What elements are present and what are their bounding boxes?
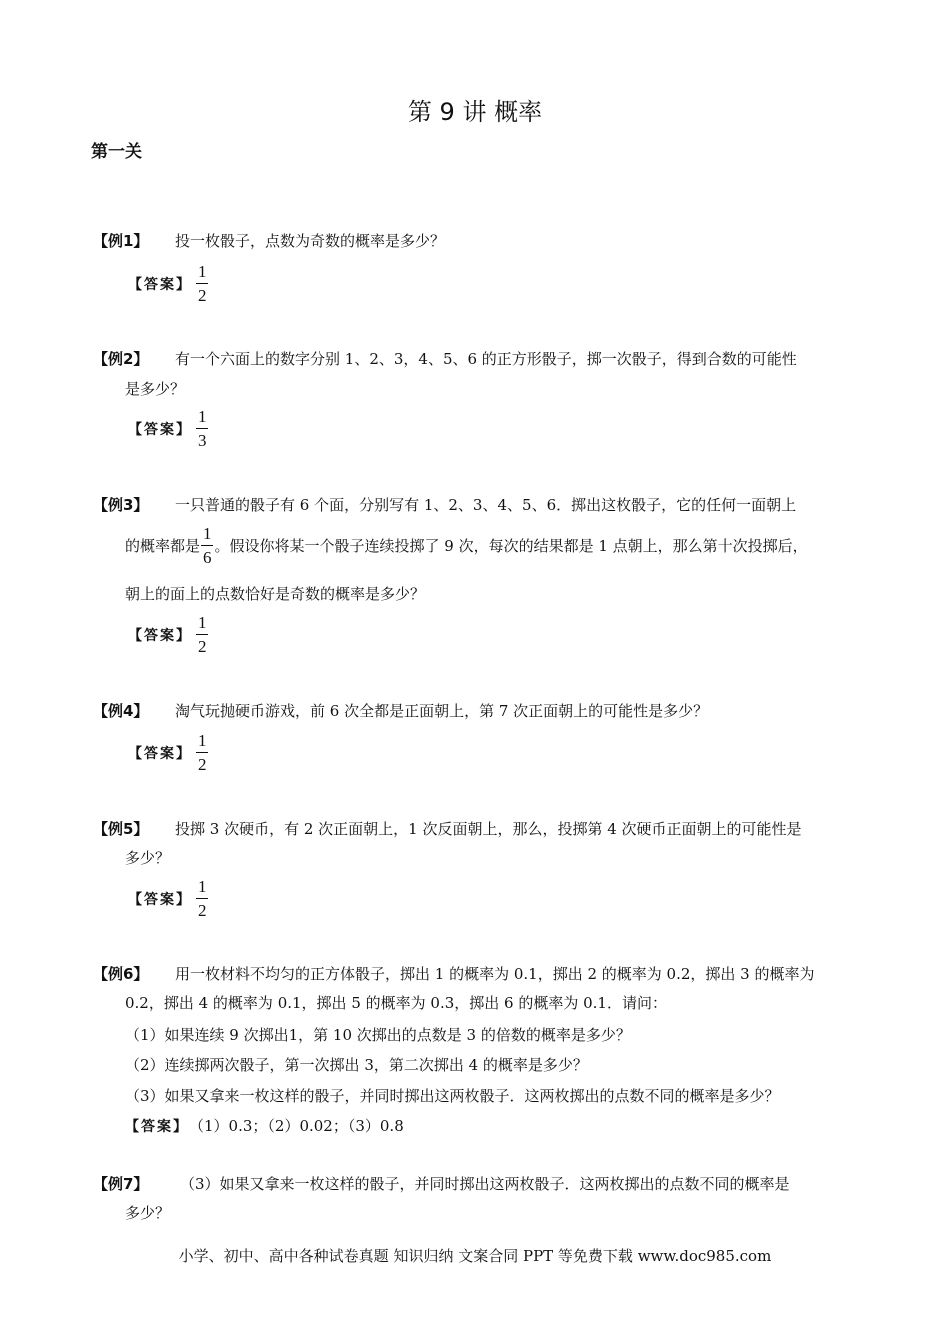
answer-fraction [196, 262, 209, 305]
answer-fraction [196, 731, 209, 774]
fraction-numerator: 1 [198, 613, 207, 632]
section-heading: 第一关 [91, 142, 142, 162]
example-4-answer [128, 731, 209, 774]
example-1-answer [128, 262, 209, 305]
example-5-answer [128, 877, 209, 920]
fraction-bar [196, 283, 208, 284]
fraction-numerator: 1 [198, 877, 207, 896]
fraction-bar [196, 428, 208, 429]
example-6-label: 【例6】 [93, 965, 149, 983]
example-3-text-prefix: 的概率都是 [125, 537, 201, 555]
example-2-text-line-1: 有一个六面上的数字分别 1、2、3，4、5、6 的正方形骰子，掷一次骰子，得到合数的可能性 [175, 350, 797, 368]
answer-fraction [196, 877, 209, 920]
fraction-denominator: 3 [198, 431, 207, 450]
answer-text: （1）0.3；（2）0.02；（3）0.8 [189, 1117, 404, 1135]
answer-label: 【答案】 [128, 421, 192, 438]
fraction-bar [196, 634, 208, 635]
example-1-label: 【例1】 [93, 232, 149, 250]
fraction-numerator: 1 [203, 524, 212, 543]
answer-fraction [196, 407, 209, 450]
answer-label: 【答案】 [128, 891, 192, 908]
example-5-text-line-1: 投掷 3 次硬币，有 2 次正面朝上，1 次反面朝上，那么，投掷第 4 次硬币正面朝上的可能性是 [175, 820, 802, 838]
example-1-text: 投一枚骰子，点数为奇数的概率是多少？ [175, 232, 446, 250]
example-6-answer [125, 1115, 404, 1136]
fraction-bar [201, 545, 213, 546]
fraction-numerator: 1 [198, 407, 207, 426]
fraction-denominator: 6 [203, 548, 212, 567]
example-4-label: 【例4】 [93, 702, 149, 720]
example-3-text-line-2 [125, 524, 808, 567]
example-3-text-line-3: 朝上的面上的点数恰好是奇数的概率是多少？ [125, 585, 426, 603]
answer-fraction [196, 613, 209, 656]
example-5-text-line-2: 多少？ [125, 849, 171, 867]
fraction-denominator: 2 [198, 755, 207, 774]
example-5-label: 【例5】 [93, 820, 149, 838]
answer-label: 【答案】 [128, 276, 192, 293]
fraction-numerator: 1 [198, 262, 207, 281]
answer-label: 【答案】 [125, 1118, 189, 1135]
example-2-text-line-2: 是多少？ [125, 380, 186, 398]
example-3-text-suffix: 。假设你将某一个骰子连续投掷了 9 次，每次的结果都是 1 点朝上，那么第十次投掷后， [214, 537, 808, 555]
example-6-question-3: （3）如果又拿来一枚这样的骰子，并同时掷出这两枚骰子．这两枚掷出的点数不同的概率是多少？ [125, 1087, 780, 1105]
answer-label: 【答案】 [128, 745, 192, 762]
page-footer: 小学、初中、高中各种试卷真题 知识归纳 文案合同 PPT 等免费下载 www.doc985.com [178, 1247, 772, 1265]
example-3-answer [128, 613, 209, 656]
answer-label: 【答案】 [128, 627, 192, 644]
fraction-denominator: 2 [198, 637, 207, 656]
example-2-label: 【例2】 [93, 350, 149, 368]
page-title: 第 9 讲 概率 [407, 98, 543, 126]
fraction-denominator: 2 [198, 901, 207, 920]
example-3-label: 【例3】 [93, 496, 149, 514]
fraction-bar [196, 898, 208, 899]
example-6-question-1: （1）如果连续 9 次掷出1，第 10 次掷出的点数是 3 的倍数的概率是多少？ [125, 1026, 631, 1044]
inline-fraction [201, 524, 214, 567]
example-7-label: 【例7】 [93, 1175, 149, 1193]
example-3-text-line-1: 一只普通的骰子有 6 个面，分别写有 1、2、3、4、5、6．掷出这枚骰子，它的任何一面朝上 [175, 496, 797, 514]
fraction-bar [196, 752, 208, 753]
fraction-denominator: 2 [198, 286, 207, 305]
example-6-text-line-1: 用一枚材料不均匀的正方体骰子，掷出 1 的概率为 0.1，掷出 2 的概率为 0.2，掷出 3 的概率为 [175, 965, 815, 983]
example-6-text-line-2: 0.2，掷出 4 的概率为 0.1，掷出 5 的概率为 0.3，掷出 6 的概率为 0.1．请问： [125, 994, 667, 1012]
fraction-numerator: 1 [198, 731, 207, 750]
example-4-text: 淘气玩抛硬币游戏，前 6 次全都是正面朝上，第 7 次正面朝上的可能性是多少？ [175, 702, 709, 720]
example-6-question-2: （2）连续掷两次骰子，第一次掷出 3，第二次掷出 4 的概率是多少？ [125, 1056, 588, 1074]
example-2-answer [128, 407, 209, 450]
example-7-text-line-2: 多少？ [125, 1204, 171, 1222]
example-7-text-line-1: （3）如果又拿来一枚这样的骰子，并同时掷出这两枚骰子．这两枚掷出的点数不同的概率是 [180, 1175, 790, 1193]
